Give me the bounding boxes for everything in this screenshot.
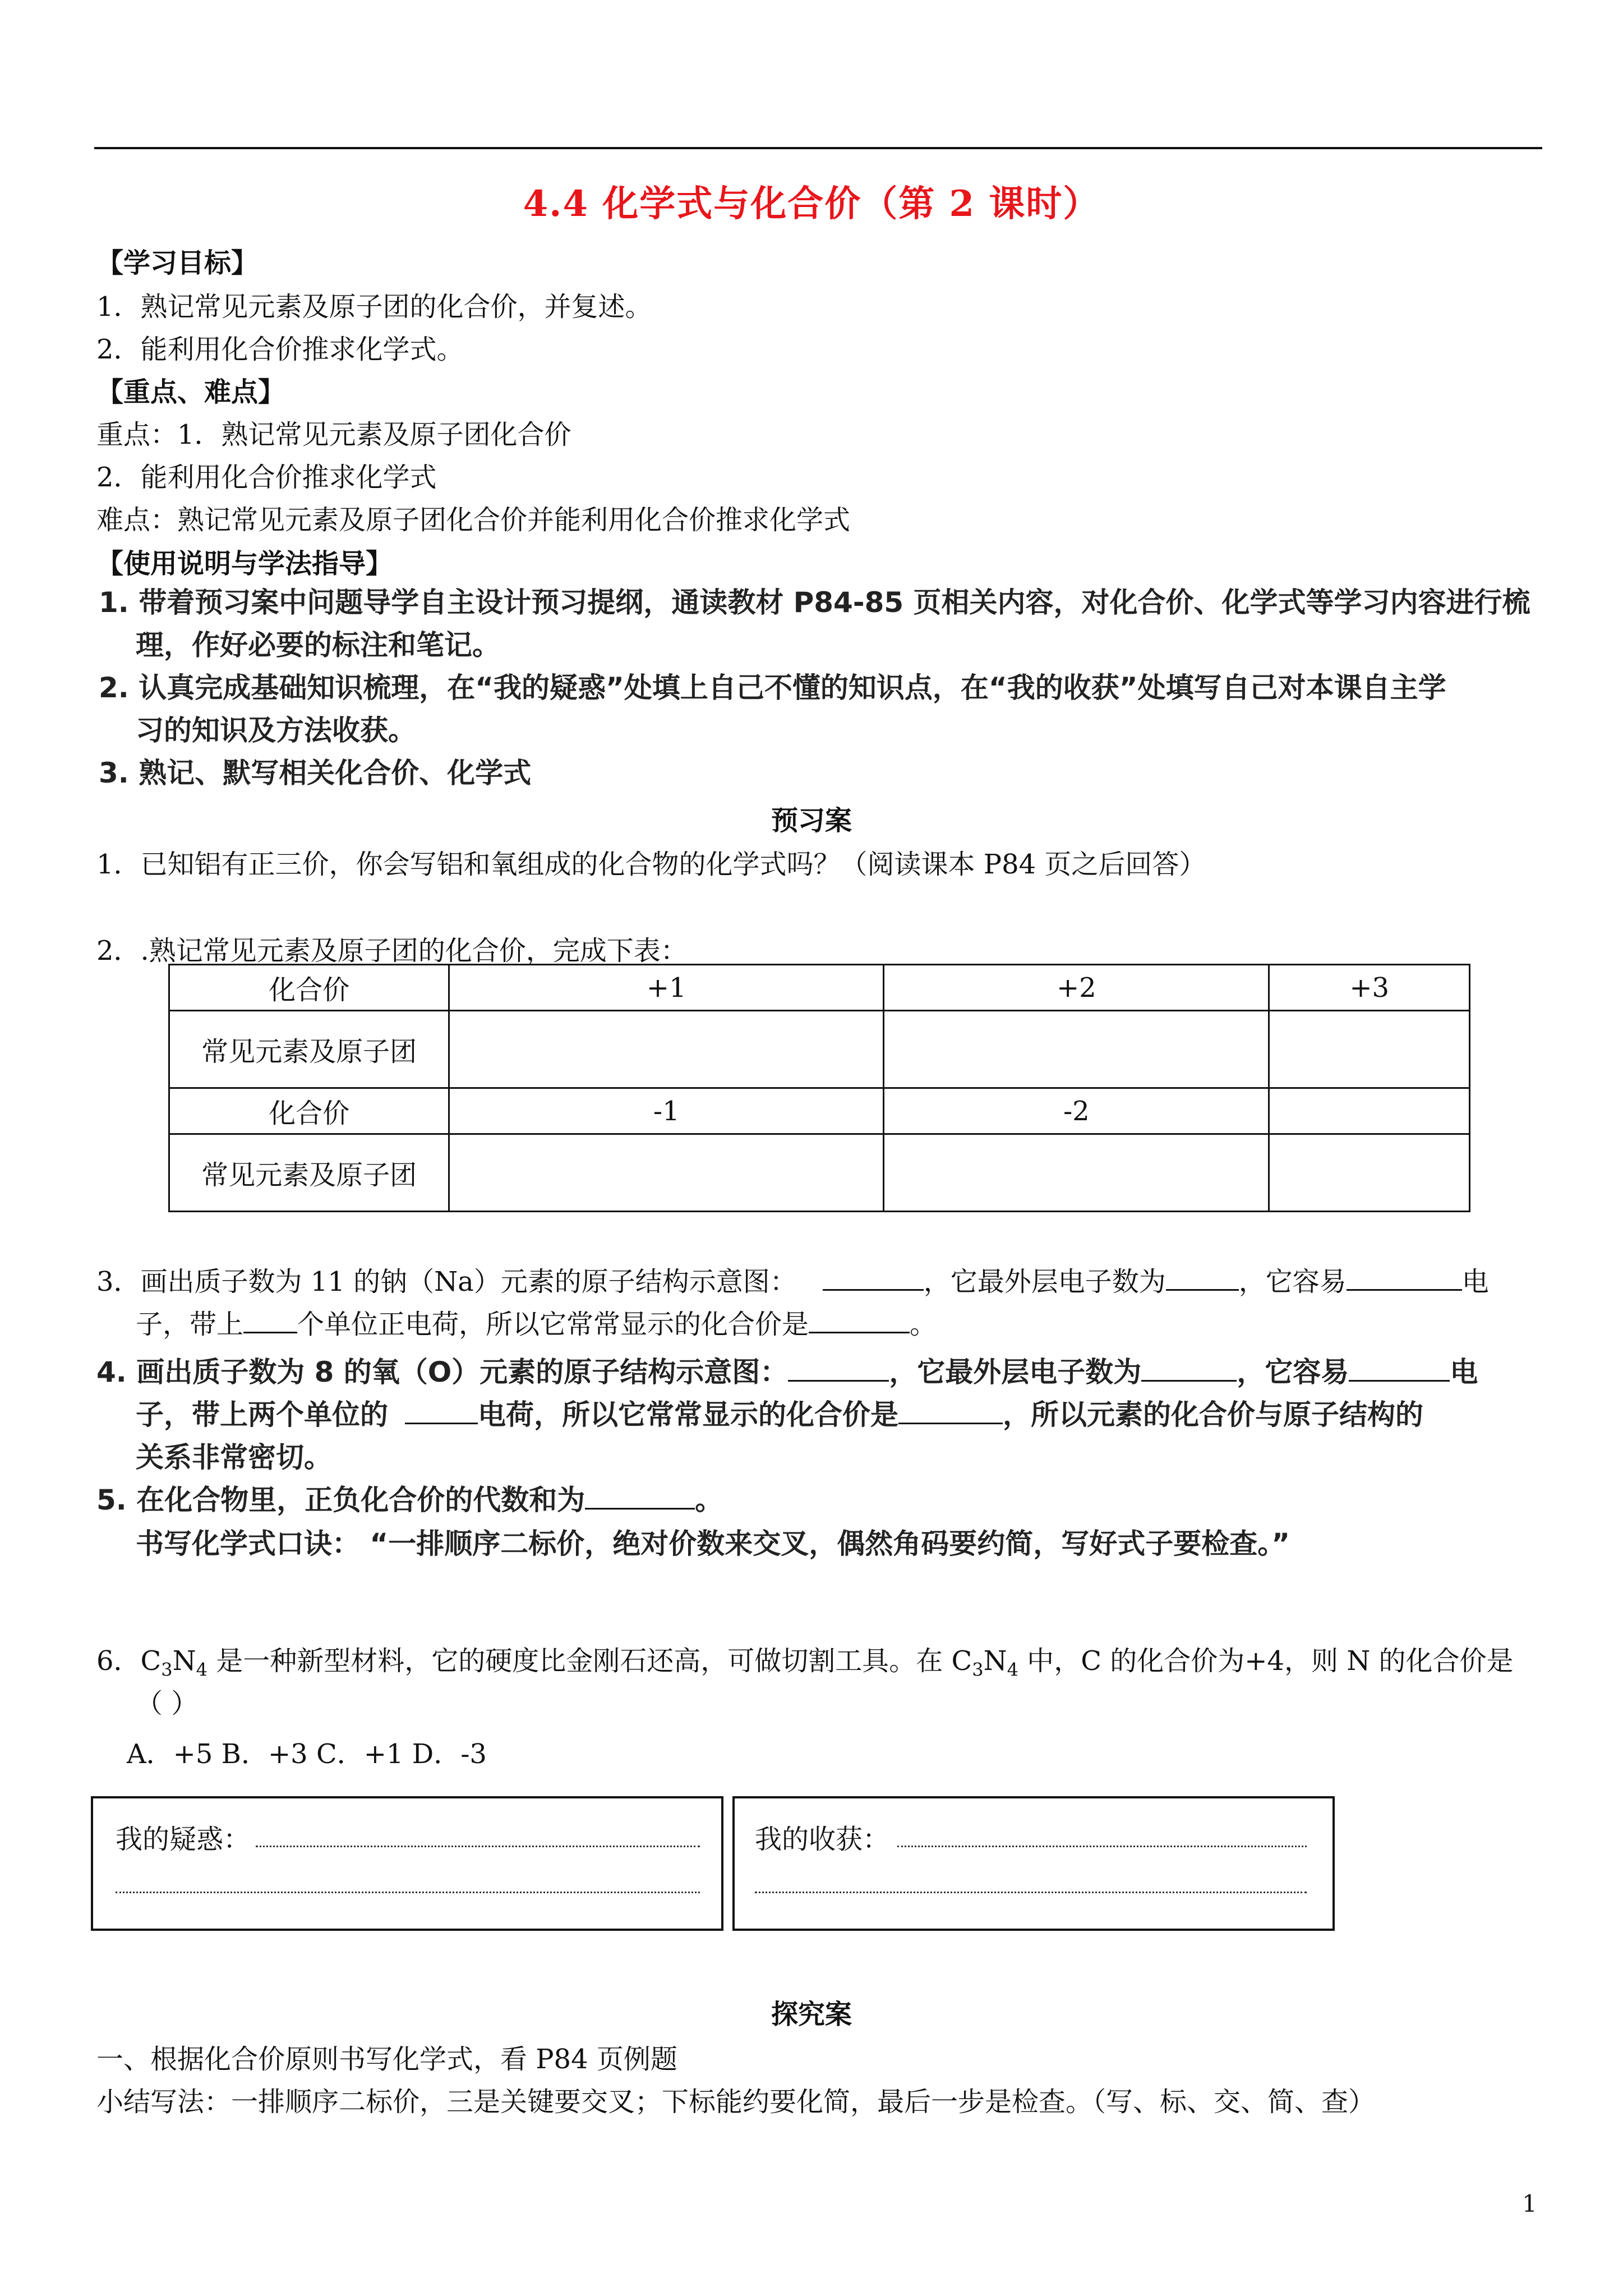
q6-text: 中，C 的化合价为+4，则 N 的化合价是 [1018,1645,1514,1677]
table-cell-plus3: +3 [1269,965,1470,1011]
q3-text: 3．画出质子数为 11 的钠（Na）元素的原子结构示意图： [96,1266,797,1297]
answer-blank[interactable] [405,1423,478,1424]
question-4-line-3: 关系非常密切。 [136,1441,332,1474]
question-6 [96,1639,1514,1681]
guide-item-3: 3. 熟记、默写相关化合价、化学式 [99,757,532,789]
guide-item-2-line-1: 2. 认真完成基础知识梳理，在“我的疑惑”处填上自己不懂的知识点，在“我的收获”处填写自己对本课自主学 [99,671,1446,704]
doubt-box[interactable] [91,1796,723,1931]
question-4-line-1 [96,1350,1478,1390]
answer-blank[interactable] [823,1289,924,1291]
mnemonic-line: 书写化学式口诀： “一排顺序二标价，绝对价数来交叉，偶然角码要约简，写好式子要检查。” [136,1527,1290,1560]
table-cell-plus2: +2 [884,965,1269,1011]
explore-heading: 探究案 [771,1999,852,2030]
table-row-label-elements: 常见元素及原子团 [169,1134,449,1212]
gain-box[interactable] [732,1796,1335,1931]
subscript: 3 [161,1659,173,1681]
gain-line[interactable] [897,1846,1307,1847]
doubt-line[interactable] [116,1892,700,1893]
q4-text: ，它最外层电子数为 [889,1356,1142,1388]
q6-text: N [172,1645,196,1677]
table-answer-cell[interactable] [1269,1011,1470,1088]
q4-text: 4. 画出质子数为 8 的氧（O）元素的原子结构示意图： [96,1356,789,1388]
q4-text: 电 [1450,1356,1478,1388]
table-answer-cell[interactable] [1269,1134,1470,1212]
goals-heading: 【学习目标】 [96,247,259,279]
q4-text: 电荷，所以它常常显示的化合价是 [478,1398,898,1431]
top-rule [94,147,1542,149]
subscript: 4 [196,1659,208,1681]
table-header-valence: 化合价 [169,965,449,1011]
subscript: 4 [1007,1659,1018,1681]
page-title: 4.4 化学式与化合价（第 2 课时） [523,183,1100,225]
table-answer-cell[interactable] [449,1011,884,1088]
question-1: 1．已知铝有正三价，你会写铝和氧组成的化合物的化学式吗？（阅读课本 P84 页之后回答） [96,849,1206,880]
doubt-label: 我的疑惑： [116,1824,251,1855]
q6-text: N [983,1645,1007,1677]
preview-heading: 预习案 [771,805,852,836]
table-cell-minus2: -2 [884,1088,1269,1134]
q3-text: ，它容易 [1238,1266,1347,1297]
goal-item-2: 2．能利用化合价推求化学式。 [96,334,464,365]
q3-text: ，它最外层电子数为 [923,1266,1166,1297]
explore-line-1: 一、根据化合价原则书写化学式，看 P84 页例题 [96,2044,677,2075]
answer-blank[interactable] [243,1332,297,1333]
answer-blank[interactable] [1347,1289,1462,1291]
q3-text: 电 [1461,1266,1489,1297]
q6-text: 是一种新型材料，它的硬度比金刚石还高，可做切割工具。在 C [208,1645,972,1677]
answer-blank[interactable] [585,1508,695,1510]
table-answer-cell[interactable] [449,1134,884,1212]
q3-text: 个单位正电荷，所以它常常显示的化合价是 [297,1309,809,1340]
answer-blank[interactable] [1166,1289,1239,1291]
doubt-line[interactable] [256,1846,700,1847]
answer-blank[interactable] [898,1423,1003,1424]
question-5 [96,1478,723,1518]
q3-text: 子，带上 [136,1309,244,1340]
q4-text: ，它容易 [1237,1356,1349,1388]
question-3-line-1 [96,1260,1489,1299]
table-row-label-elements: 常见元素及原子团 [169,1011,449,1088]
answer-blank[interactable] [1141,1380,1237,1382]
gain-line[interactable] [755,1892,1307,1893]
table-cell-empty [1269,1088,1470,1134]
q5-text: 。 [695,1484,723,1516]
table-cell-minus1: -1 [449,1088,884,1134]
question-6-answer-paren[interactable]: （ ） [136,1688,199,1719]
q4-text: 子，带上两个单位的 [136,1398,388,1431]
guide-item-1-line-2: 理，作好必要的标注和笔记。 [136,629,500,661]
table-header-valence: 化合价 [169,1088,449,1134]
question-2: 2．.熟记常见元素及原子团的化合价，完成下表： [96,935,688,967]
gain-label: 我的收获： [755,1824,890,1855]
keypoint-line-1: 重点：1．熟记常见元素及原子团化合价 [96,419,571,450]
keypoint-line-3: 难点：熟记常见元素及原子团化合价并能利用化合价推求化学式 [96,504,851,536]
guide-item-1-line-1: 1. 带着预习案中问题导学自主设计预习提纲，通读教材 P84-85 页相关内容，对化合价、化学式等学习内容进行梳 [99,586,1530,619]
explore-line-2: 小结写法：一排顺序二标价，三是关键要交叉；下标能约要化简，最后一步是检查。（写、标、交、简、查） [96,2086,1376,2118]
keypoints-heading: 【重点、难点】 [96,376,285,408]
subscript: 3 [972,1659,984,1681]
q3-text: 。 [910,1309,937,1340]
q5-text: 5. 在化合物里，正负化合价的代数和为 [96,1484,585,1516]
q4-text: ，所以元素的化合价与原子结构的 [1003,1398,1423,1431]
table-answer-cell[interactable] [884,1011,1269,1088]
valence-table [168,964,1470,1212]
q6-text: 6．C [96,1645,162,1677]
question-3-line-2 [136,1303,937,1341]
table-cell-plus1: +1 [449,965,884,1011]
answer-blank[interactable] [809,1332,910,1333]
answer-blank[interactable] [1349,1380,1450,1382]
guide-heading: 【使用说明与学法指导】 [96,548,393,579]
goal-item-1: 1．熟记常见元素及原子团的化合价，并复述。 [96,291,652,323]
answer-blank[interactable] [788,1380,889,1382]
question-4-line-2 [136,1392,1423,1433]
guide-item-2-line-2: 习的知识及方法收获。 [136,714,416,747]
question-6-options[interactable]: A．+5 B．+3 C．+1 D．-3 [127,1738,487,1770]
keypoint-line-2: 2．能利用化合价推求化学式 [96,462,437,493]
page-number: 1 [1522,2190,1537,2217]
table-answer-cell[interactable] [884,1134,1269,1212]
